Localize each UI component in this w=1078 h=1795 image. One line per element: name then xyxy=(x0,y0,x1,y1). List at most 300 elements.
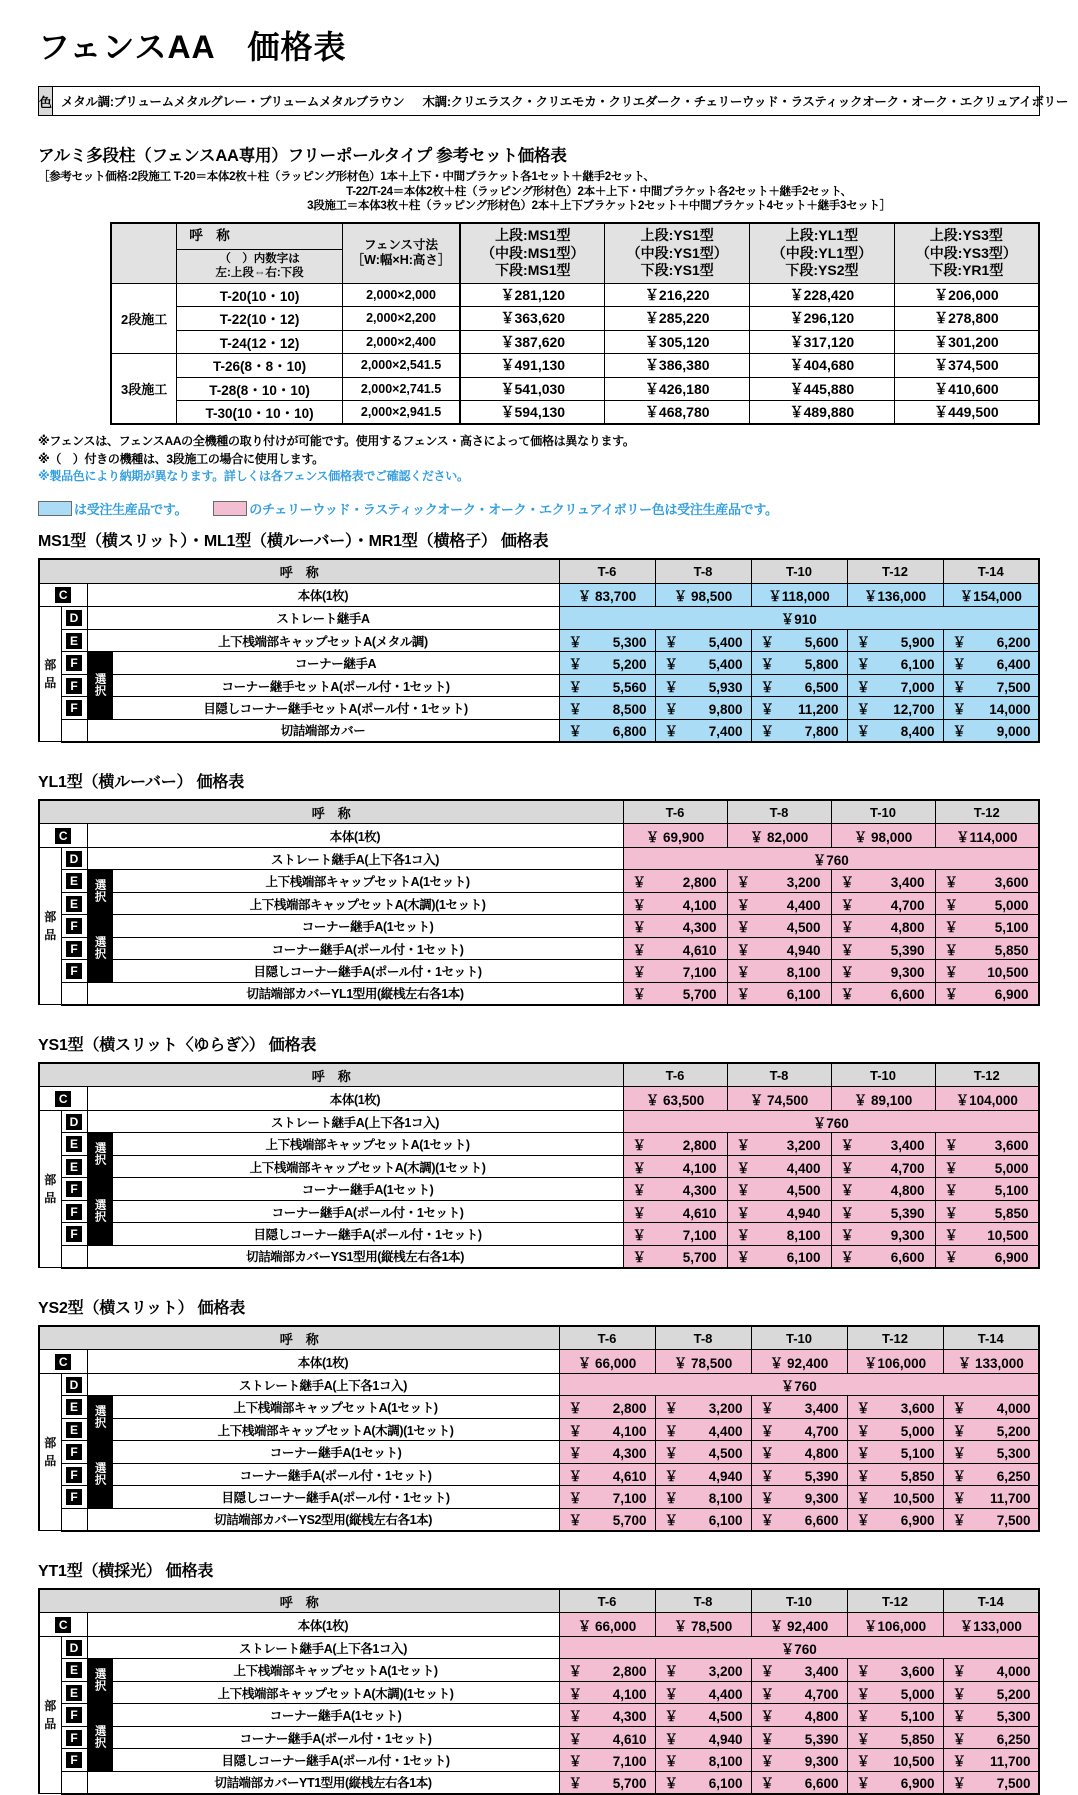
select-label: 選択 xyxy=(87,652,112,720)
set-section-heading: アルミ多段柱（フェンスAA専用）フリーポールタイプ 参考セット価格表 xyxy=(38,147,567,165)
price-value: 6,900 xyxy=(994,987,1029,1003)
badge-cell xyxy=(61,719,87,742)
row-price: ￥216,220 xyxy=(605,283,750,307)
row-price xyxy=(943,1726,1039,1749)
row-price xyxy=(943,1396,1039,1419)
row-price xyxy=(943,1441,1039,1464)
yen-symbol: ￥ xyxy=(568,1664,582,1680)
header-name-note xyxy=(177,249,343,283)
yen-symbol: ￥ xyxy=(664,1491,678,1507)
table-row xyxy=(39,960,1039,983)
row-price xyxy=(831,915,935,938)
yen-symbol: ￥ xyxy=(760,1731,774,1747)
badge-cell-d xyxy=(61,847,87,870)
row-price xyxy=(623,937,727,960)
badge-c: C xyxy=(55,1091,71,1107)
row-price xyxy=(727,1133,831,1156)
row-price xyxy=(847,1486,943,1509)
price-value: 7,500 xyxy=(996,1513,1031,1529)
product-table-heading: MS1型（横スリット）・ML1型（横ルーバー）・MR1型（横格子） 価格表 xyxy=(38,533,549,551)
header-name-top: 呼 称 xyxy=(177,223,343,249)
yen-symbol: ￥ xyxy=(568,1754,582,1770)
row-price xyxy=(559,1418,655,1441)
table-row xyxy=(39,652,1039,675)
price-value: 7,800 xyxy=(804,724,839,740)
row-price: ￥106,000 xyxy=(847,1613,943,1637)
yen-symbol: ￥ xyxy=(760,1423,774,1439)
yen-symbol: ￥ xyxy=(944,1228,958,1244)
row-price: ￥118,000 xyxy=(751,583,847,607)
yen-symbol: ￥ xyxy=(840,1138,854,1154)
row-price: ￥114,000 xyxy=(935,824,1039,848)
price-value: 4,500 xyxy=(708,1709,743,1725)
color-row-value xyxy=(53,87,1068,115)
yen-symbol: ￥ xyxy=(856,1401,870,1417)
badge-f: F xyxy=(66,918,82,934)
row-label: 目隠しコーナー継手A(ポール付・1セット) xyxy=(112,960,623,983)
badge-cell-c xyxy=(39,1087,87,1111)
badge-cell xyxy=(61,892,87,915)
row-model-name: T-28(8・10・10) xyxy=(177,377,343,401)
price-value: 4,100 xyxy=(612,1686,647,1702)
price-value: 9,300 xyxy=(804,1491,839,1507)
row-price xyxy=(943,697,1039,720)
row-label: コーナー継手A(ポール付・1セット) xyxy=(112,1200,623,1223)
row-price xyxy=(655,1396,751,1419)
row-price xyxy=(559,1749,655,1772)
row-price xyxy=(655,1508,751,1531)
price-value: 4,300 xyxy=(682,1183,717,1199)
header-size-T-6: T-6 xyxy=(559,559,655,583)
yen-symbol: ￥ xyxy=(944,897,958,913)
price-value: 6,100 xyxy=(786,987,821,1003)
price-value: 4,400 xyxy=(708,1423,743,1439)
row-price xyxy=(623,960,727,983)
price-value: 9,000 xyxy=(996,724,1031,740)
table-header-row xyxy=(39,559,1039,583)
header-size-T-6: T-6 xyxy=(559,1589,655,1613)
price-value: 4,940 xyxy=(708,1468,743,1484)
table-row xyxy=(39,1749,1039,1772)
row-label: 上下桟端部キャップセットA(1セット) xyxy=(112,1659,559,1682)
header-size-T-12: T-12 xyxy=(847,1326,943,1350)
header-size-T-8: T-8 xyxy=(655,1326,751,1350)
badge-cell xyxy=(61,1155,87,1178)
price-value: 6,100 xyxy=(708,1513,743,1529)
row-label: コーナー継手A(1セット) xyxy=(112,915,623,938)
table-row-body xyxy=(39,1613,1039,1637)
yen-symbol: ￥ xyxy=(952,702,966,718)
row-price xyxy=(655,697,751,720)
row-price: ￥154,000 xyxy=(943,583,1039,607)
row-price xyxy=(935,870,1039,893)
yen-symbol: ￥ xyxy=(944,875,958,891)
row-price xyxy=(847,1396,943,1419)
row-price: ￥ 82,000 xyxy=(727,824,831,848)
yen-symbol: ￥ xyxy=(840,965,854,981)
legend-blue-swatch xyxy=(38,501,72,516)
row-price xyxy=(935,1133,1039,1156)
header-price-col-4 xyxy=(894,223,1039,283)
yen-symbol: ￥ xyxy=(736,897,750,913)
yen-symbol: ￥ xyxy=(856,724,870,740)
price-value: 5,200 xyxy=(996,1686,1031,1702)
row-price: ￥363,620 xyxy=(460,307,605,331)
yen-symbol: ￥ xyxy=(568,1776,582,1792)
yen-symbol: ￥ xyxy=(952,634,966,650)
yen-symbol: ￥ xyxy=(664,634,678,650)
table-row xyxy=(111,377,1039,401)
badge-d: D xyxy=(66,1640,82,1656)
row-price: ￥104,000 xyxy=(935,1087,1039,1111)
badge-cell xyxy=(61,982,87,1005)
row-price-merged: ￥910 xyxy=(559,607,1039,630)
yen-symbol: ￥ xyxy=(760,634,774,650)
row-price xyxy=(847,652,943,675)
table-row xyxy=(39,1681,1039,1704)
header-col1-top: 上段:MS1型 xyxy=(495,227,571,244)
badge-cell-c xyxy=(39,824,87,848)
row-price xyxy=(847,1659,943,1682)
price-value: 7,000 xyxy=(900,679,935,695)
yen-symbol: ￥ xyxy=(952,1401,966,1417)
yen-symbol: ￥ xyxy=(856,1776,870,1792)
yen-symbol: ￥ xyxy=(632,1205,646,1221)
yen-symbol: ￥ xyxy=(736,942,750,958)
badge-f: F xyxy=(66,963,82,979)
set-section-note xyxy=(38,170,1040,214)
yen-symbol: ￥ xyxy=(760,1686,774,1702)
row-price xyxy=(727,982,831,1005)
price-value: 5,390 xyxy=(804,1468,839,1484)
row-price xyxy=(559,674,655,697)
header-stage-blank xyxy=(111,223,177,283)
yen-symbol: ￥ xyxy=(944,987,958,1003)
price-value: 6,900 xyxy=(900,1776,935,1792)
price-value: 10,500 xyxy=(987,965,1029,981)
row-price: ￥445,880 xyxy=(750,377,895,401)
badge-cell xyxy=(61,960,87,983)
table-row xyxy=(39,1200,1039,1223)
yen-symbol: ￥ xyxy=(760,1754,774,1770)
row-price: ￥ 74,500 xyxy=(727,1087,831,1111)
badge-cell xyxy=(61,1245,87,1268)
row-price xyxy=(559,652,655,675)
row-price xyxy=(943,629,1039,652)
price-value: 3,200 xyxy=(786,1138,821,1154)
row-price: ￥136,000 xyxy=(847,583,943,607)
row-price xyxy=(935,1245,1039,1268)
yen-symbol: ￥ xyxy=(736,875,750,891)
price-value: 3,400 xyxy=(890,875,925,891)
yen-symbol: ￥ xyxy=(568,1423,582,1439)
yen-symbol: ￥ xyxy=(736,920,750,936)
row-price xyxy=(559,719,655,742)
product-table-heading: YT1型（横採光） 価格表 xyxy=(38,1562,214,1580)
price-value: 5,000 xyxy=(900,1686,935,1702)
table-row xyxy=(39,1726,1039,1749)
row-price xyxy=(831,937,935,960)
price-value: 4,300 xyxy=(682,920,717,936)
row-price: ￥281,120 xyxy=(460,283,605,307)
badge-c: C xyxy=(55,828,71,844)
price-value: 5,390 xyxy=(890,1205,925,1221)
price-value: 8,100 xyxy=(708,1754,743,1770)
price-value: 3,400 xyxy=(804,1664,839,1680)
price-value: 5,300 xyxy=(996,1446,1031,1462)
row-price xyxy=(727,1245,831,1268)
row-price xyxy=(751,1441,847,1464)
badge-f: F xyxy=(66,1752,82,1768)
row-price xyxy=(559,1508,655,1531)
price-value: 8,400 xyxy=(900,724,935,740)
row-label: コーナー継手セットA(ポール付・1セット) xyxy=(112,674,559,697)
yen-symbol: ￥ xyxy=(952,1776,966,1792)
header-name-note-1: （ ）内数字は xyxy=(219,252,300,265)
yen-symbol: ￥ xyxy=(760,1468,774,1484)
row-price: ￥ 98,500 xyxy=(655,583,751,607)
yen-symbol: ￥ xyxy=(760,724,774,740)
row-price xyxy=(655,1441,751,1464)
note-line-2: ※（ ）付きの機種は、3段施工の場合に使用します。 xyxy=(38,451,324,466)
header-name: 呼 称 xyxy=(39,1063,623,1087)
price-value: 8,100 xyxy=(786,1228,821,1244)
yen-symbol: ￥ xyxy=(840,942,854,958)
price-value: 4,400 xyxy=(708,1686,743,1702)
price-value: 5,390 xyxy=(804,1731,839,1747)
row-price xyxy=(935,1223,1039,1246)
row-label: コーナー継手A(1セット) xyxy=(112,1704,559,1727)
table-header-row xyxy=(39,1589,1039,1613)
badge-d: D xyxy=(66,610,82,626)
table-row xyxy=(111,354,1039,378)
yen-symbol: ￥ xyxy=(664,1664,678,1680)
yen-symbol: ￥ xyxy=(632,875,646,891)
yen-symbol: ￥ xyxy=(952,1491,966,1507)
set-note-line-3: 3段施工＝本体3枚＋柱（ラッピング形材色）2本＋上下ブラケット2セット＋中間ブラケット4セット＋継手3セット］ xyxy=(307,200,891,213)
table-row xyxy=(39,674,1039,697)
badge-e: E xyxy=(66,633,82,649)
badge-cell-d xyxy=(61,607,87,630)
yen-symbol: ￥ xyxy=(736,1250,750,1266)
price-value: 6,250 xyxy=(996,1731,1031,1747)
yen-symbol: ￥ xyxy=(944,1183,958,1199)
row-label: 目隠しコーナー継手セットA(ポール付・1セット) xyxy=(112,697,559,720)
row-label: コーナー継手A xyxy=(112,652,559,675)
row-label: ストレート継手A xyxy=(87,607,559,630)
row-price: ￥ 66,000 xyxy=(559,1613,655,1637)
price-value: 8,100 xyxy=(708,1491,743,1507)
yen-symbol: ￥ xyxy=(664,702,678,718)
yen-symbol: ￥ xyxy=(568,679,582,695)
price-value: 5,100 xyxy=(900,1446,935,1462)
row-price xyxy=(623,982,727,1005)
header-name: 呼 称 xyxy=(39,1589,559,1613)
price-value: 4,800 xyxy=(804,1709,839,1725)
row-price-merged: ￥760 xyxy=(623,1110,1039,1133)
yen-symbol: ￥ xyxy=(760,657,774,673)
row-price: ￥ 66,000 xyxy=(559,1350,655,1374)
table-row-body xyxy=(39,824,1039,848)
badge-d: D xyxy=(66,1114,82,1130)
row-price xyxy=(831,982,935,1005)
product-table-heading: YS2型（横スリット） 価格表 xyxy=(38,1299,246,1317)
row-price xyxy=(727,1223,831,1246)
price-value: 11,700 xyxy=(989,1754,1031,1770)
row-price xyxy=(623,1178,727,1201)
row-price xyxy=(831,1178,935,1201)
yen-symbol: ￥ xyxy=(632,897,646,913)
price-value: 5,400 xyxy=(708,634,743,650)
price-value: 5,390 xyxy=(890,942,925,958)
price-value: 5,700 xyxy=(682,987,717,1003)
row-price: ￥410,600 xyxy=(894,377,1039,401)
row-price xyxy=(751,1771,847,1794)
table-row xyxy=(111,307,1039,331)
price-value: 5,700 xyxy=(682,1250,717,1266)
price-value: 3,600 xyxy=(994,1138,1029,1154)
row-price: ￥468,780 xyxy=(605,401,750,425)
row-price xyxy=(751,652,847,675)
badge-c: C xyxy=(55,1617,71,1633)
header-price-col-1 xyxy=(460,223,605,283)
row-price xyxy=(623,1155,727,1178)
badge-cell xyxy=(61,1659,87,1682)
row-label: 本体(1枚) xyxy=(87,1087,623,1111)
row-price xyxy=(847,1726,943,1749)
yen-symbol: ￥ xyxy=(952,724,966,740)
table-row xyxy=(39,892,1039,915)
table-row xyxy=(39,915,1039,938)
row-price xyxy=(655,1659,751,1682)
badge-e: E xyxy=(66,1399,82,1415)
price-value: 4,400 xyxy=(786,897,821,913)
row-price xyxy=(831,1133,935,1156)
row-label: 切詰端部カバー xyxy=(87,719,559,742)
row-price xyxy=(751,629,847,652)
product-table-heading: YS1型（横スリット〈ゆらぎ〉） 価格表 xyxy=(38,1036,317,1054)
header-size-T-8: T-8 xyxy=(655,1589,751,1613)
row-price xyxy=(935,1178,1039,1201)
yen-symbol: ￥ xyxy=(952,1468,966,1484)
header-size-T-10: T-10 xyxy=(751,559,847,583)
set-price-table xyxy=(110,222,1040,425)
header-size-T-12: T-12 xyxy=(935,1063,1039,1087)
row-price xyxy=(943,1463,1039,1486)
table-row xyxy=(39,1463,1039,1486)
yen-symbol: ￥ xyxy=(856,1686,870,1702)
price-value: 6,600 xyxy=(804,1776,839,1792)
price-value: 4,000 xyxy=(996,1401,1031,1417)
yen-symbol: ￥ xyxy=(952,657,966,673)
row-price: ￥ 78,500 xyxy=(655,1613,751,1637)
table-row xyxy=(39,719,1039,742)
row-model-name: T-20(10・10) xyxy=(177,283,343,307)
header-price-col-2 xyxy=(605,223,750,283)
price-value: 5,700 xyxy=(612,1776,647,1792)
price-value: 9,800 xyxy=(708,702,743,718)
legend-blue-text: は受注生産品です。 xyxy=(74,502,188,518)
badge-cell xyxy=(61,1178,87,1201)
price-value: 5,300 xyxy=(996,1709,1031,1725)
row-price xyxy=(751,1704,847,1727)
badge-e: E xyxy=(66,1159,82,1175)
price-value: 10,500 xyxy=(987,1228,1029,1244)
yen-symbol: ￥ xyxy=(856,1446,870,1462)
parts-label: 部 品 xyxy=(39,1373,61,1531)
row-price xyxy=(943,1749,1039,1772)
row-price xyxy=(751,1508,847,1531)
price-value: 11,700 xyxy=(989,1491,1031,1507)
row-label: 目隠しコーナー継手A(ポール付・1セット) xyxy=(112,1486,559,1509)
badge-cell xyxy=(61,674,87,697)
product-tables-container xyxy=(38,528,1040,1795)
badge-cell xyxy=(61,1200,87,1223)
badge-f: F xyxy=(66,1444,82,1460)
badge-d: D xyxy=(66,851,82,867)
row-label: 本体(1枚) xyxy=(87,824,623,848)
price-value: 4,500 xyxy=(786,1183,821,1199)
color-metal-text: メタル調:ブリュームメタルグレー・ブリュームメタルブラウン xyxy=(61,95,405,109)
price-value: 4,610 xyxy=(682,942,717,958)
badge-f: F xyxy=(66,1226,82,1242)
header-col1-mid: （中段:MS1型） xyxy=(481,244,585,261)
yen-symbol: ￥ xyxy=(944,920,958,936)
header-size-T-10: T-10 xyxy=(751,1589,847,1613)
row-price xyxy=(943,652,1039,675)
row-price xyxy=(559,1659,655,1682)
yen-symbol: ￥ xyxy=(944,1250,958,1266)
row-price xyxy=(943,1508,1039,1531)
row-price xyxy=(655,1749,751,1772)
price-value: 5,200 xyxy=(612,657,647,673)
set-table-notes xyxy=(38,433,1040,485)
badge-cell xyxy=(61,937,87,960)
price-value: 4,300 xyxy=(612,1446,647,1462)
row-price xyxy=(623,1200,727,1223)
table-row-body xyxy=(39,583,1039,607)
badge-e: E xyxy=(66,896,82,912)
parts-label: 部 品 xyxy=(39,847,61,1005)
table-header-row xyxy=(39,1326,1039,1350)
yen-symbol: ￥ xyxy=(952,1686,966,1702)
price-value: 5,700 xyxy=(612,1513,647,1529)
price-value: 4,700 xyxy=(804,1686,839,1702)
row-price: ￥296,120 xyxy=(750,307,895,331)
price-value: 2,800 xyxy=(612,1401,647,1417)
header-size-T-8: T-8 xyxy=(727,1063,831,1087)
header-name: 呼 称 xyxy=(39,1326,559,1350)
price-value: 7,100 xyxy=(612,1491,647,1507)
badge-cell xyxy=(61,1463,87,1486)
price-value: 5,000 xyxy=(900,1423,935,1439)
row-price xyxy=(935,1200,1039,1223)
note-line-3: ※製品色により納期が異なります。詳しくは各フェンス価格表でご確認ください。 xyxy=(38,468,469,483)
price-value: 4,800 xyxy=(890,920,925,936)
row-price-merged: ￥760 xyxy=(623,847,1039,870)
price-value: 9,300 xyxy=(890,965,925,981)
row-price xyxy=(655,1681,751,1704)
badge-cell xyxy=(61,1749,87,1772)
price-value: 6,250 xyxy=(996,1468,1031,1484)
row-price xyxy=(751,1659,847,1682)
row-price xyxy=(623,1245,727,1268)
row-price xyxy=(943,1659,1039,1682)
row-price xyxy=(935,892,1039,915)
row-price: ￥106,000 xyxy=(847,1350,943,1374)
select-label: 選択 xyxy=(87,1704,112,1772)
row-price: ￥206,000 xyxy=(894,283,1039,307)
